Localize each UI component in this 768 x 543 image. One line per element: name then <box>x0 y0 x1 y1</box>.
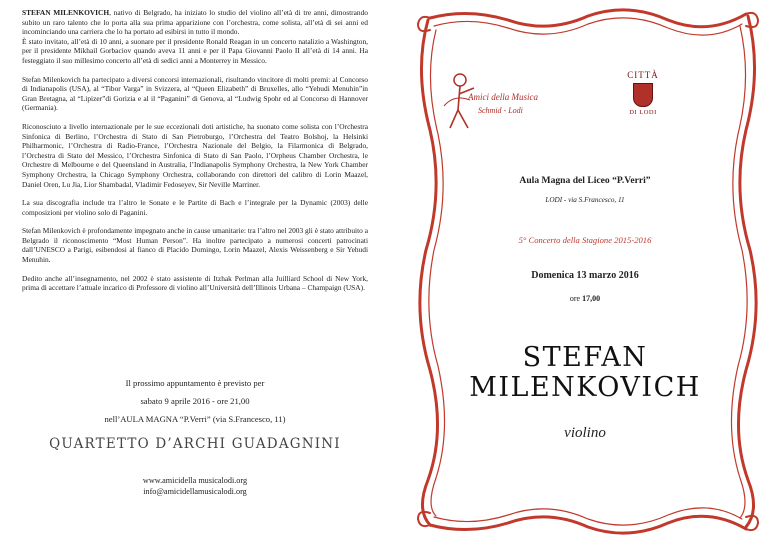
season-label: 5° Concerto della Stagione 2015-2016 <box>518 235 652 245</box>
email-link[interactable]: info@amicidellamusicalodi.org <box>143 486 247 496</box>
amici-logo-line2: Schmid - Lodi <box>478 106 523 115</box>
next-event-performer: QUARTETTO D’ARCHI GUADAGNINI <box>49 436 341 452</box>
event-address: LODI - via S.Francesco, 11 <box>545 196 625 204</box>
amici-logo-line1: Amici della Musica <box>468 92 538 102</box>
bio-paragraph-6: Dedito anche all’insegnamento, nel 2002 è stato assistente di Itzhak Perlman alla Juilliard School di New York, prima di accettare l’attuale incarico di Professore di violino all’Università dell’Illinois Urbana – Champaign (USA). <box>22 273 368 293</box>
citta-logo-bottom: DI LODI <box>629 109 657 116</box>
biography <box>22 8 368 302</box>
bio-paragraph-1: STEFAN MILENKOVICH, nativo di Belgrado, ha iniziato lo studio del violino all’età di tre anni, dimostrando subito un raro talento che lo porta alla sua prima apparizione con l’orchestra, come solista, all’età di sei anni ed incominciando una carriera che lo ha portato ad esibirsi in tutto il mondo. È stato invitato, all’età di 10 anni, a suonare per il presidente Ronald Reagan in un concerto natalizio a Washington, per il presidente Mikhail Gorbaciov quando aveva 11 anni e per il Papa Giovanni Paolo II all’età di 14 anni. Ha festeggiato il suo millesimo concerto all’età di sedici anni a Monterrey in Messico. <box>22 8 368 65</box>
citta-logo-top: CITTÀ <box>627 70 659 80</box>
bio-paragraph-5: Stefan Milenkovich è profondamente impegnato anche in cause umanitarie: tra l’altro nel 2003 gli è stato attribuito a Belgrado il riconoscimento “Most Human Person”. Ha inoltre partecipato a numerosi concerti patrocinati dall’UNESCO a Parigi, esibendosi al fianco di Placido Domingo, Lorin Maazel, Alexis Weissenberg e Sir Yehudi Menuhin. <box>22 226 368 265</box>
next-event-venue: nell’AULA MAGNA “P.Verri” (via S.Francesco, 11) <box>104 414 286 424</box>
next-event-intro: Il prossimo appuntamento è previsto per <box>125 378 265 388</box>
instrument: violino <box>564 425 606 441</box>
crest-icon <box>633 83 653 107</box>
event-date: Domenica 13 marzo 2016 <box>531 270 639 281</box>
artist-first-name: STEFAN <box>522 342 648 373</box>
artist-name <box>440 343 730 403</box>
contacts <box>22 476 368 497</box>
bio-paragraph-3: Riconosciuto a livello internazionale per le sue eccezionali doti artistiche, ha suonato come solista con l’Orchestra Sinfonica di Berlino, l’Orchestra di Stato di San Pietroburgo, l’Orchestra del Teatro Bolshoj, la Helsinki Philharmonic, l’Orchestra di Radio-France, l’Orchestra Nazionale del Belgio, la Filarmonica di Belgrado, l’Orchestra di Stato del Messico, l’Orchestra Sinfonica di Stato di San Paolo, l’Orpheus Chamber Orchestra, le Orchestre di Melbourne e del Queensland in Australia, l’Indianapolis Symphony Orchestra, la New York Chamber Symphony Orchestra, la Chicago Symphony Orchestra, collaborando con direttori del calibro di Lorin Maazel, Daniel Oren, Lu Jia, Lior Shambadal, Vladimir Fedoseyev, Sir Neville Marriner. <box>22 121 368 189</box>
citta-di-lodi-logo <box>620 70 666 116</box>
amici-della-musica-logo <box>440 70 548 132</box>
artist-last-name: MILENKOVICH <box>469 372 701 403</box>
event-venue: Aula Magna del Liceo “P.Verri” <box>519 175 651 186</box>
website-link[interactable]: www.amicidella musicalodi.org <box>142 476 248 485</box>
next-event <box>22 378 368 452</box>
event-time: ore 17,00 <box>569 294 601 303</box>
next-event-date: sabato 9 aprile 2016 - ore 21,00 <box>140 396 250 406</box>
bio-paragraph-4: La sua discografia include tra l’altro le Sonate e le Partite di Bach e l’integrale per la Dynamic (2003) delle composizioni per violino solo di Paganini. <box>22 198 368 217</box>
bio-paragraph-2: Stefan Milenkovich ha partecipato a diversi concorsi internazionali, risultando vincitore di molti premi: al Concorso di Indianapolis (USA), al “Tibor Varga” in Svizzera, al “Queen Elizabeth” di Bruxelles, allo “Yehudi Menuhin”in Gran Bretagna, al “Lipizer”di Gorizia e al il “Paganini” di Genova, al “Ludwig Spohr ed al Concorso di Hannover (Germania). <box>22 74 368 113</box>
